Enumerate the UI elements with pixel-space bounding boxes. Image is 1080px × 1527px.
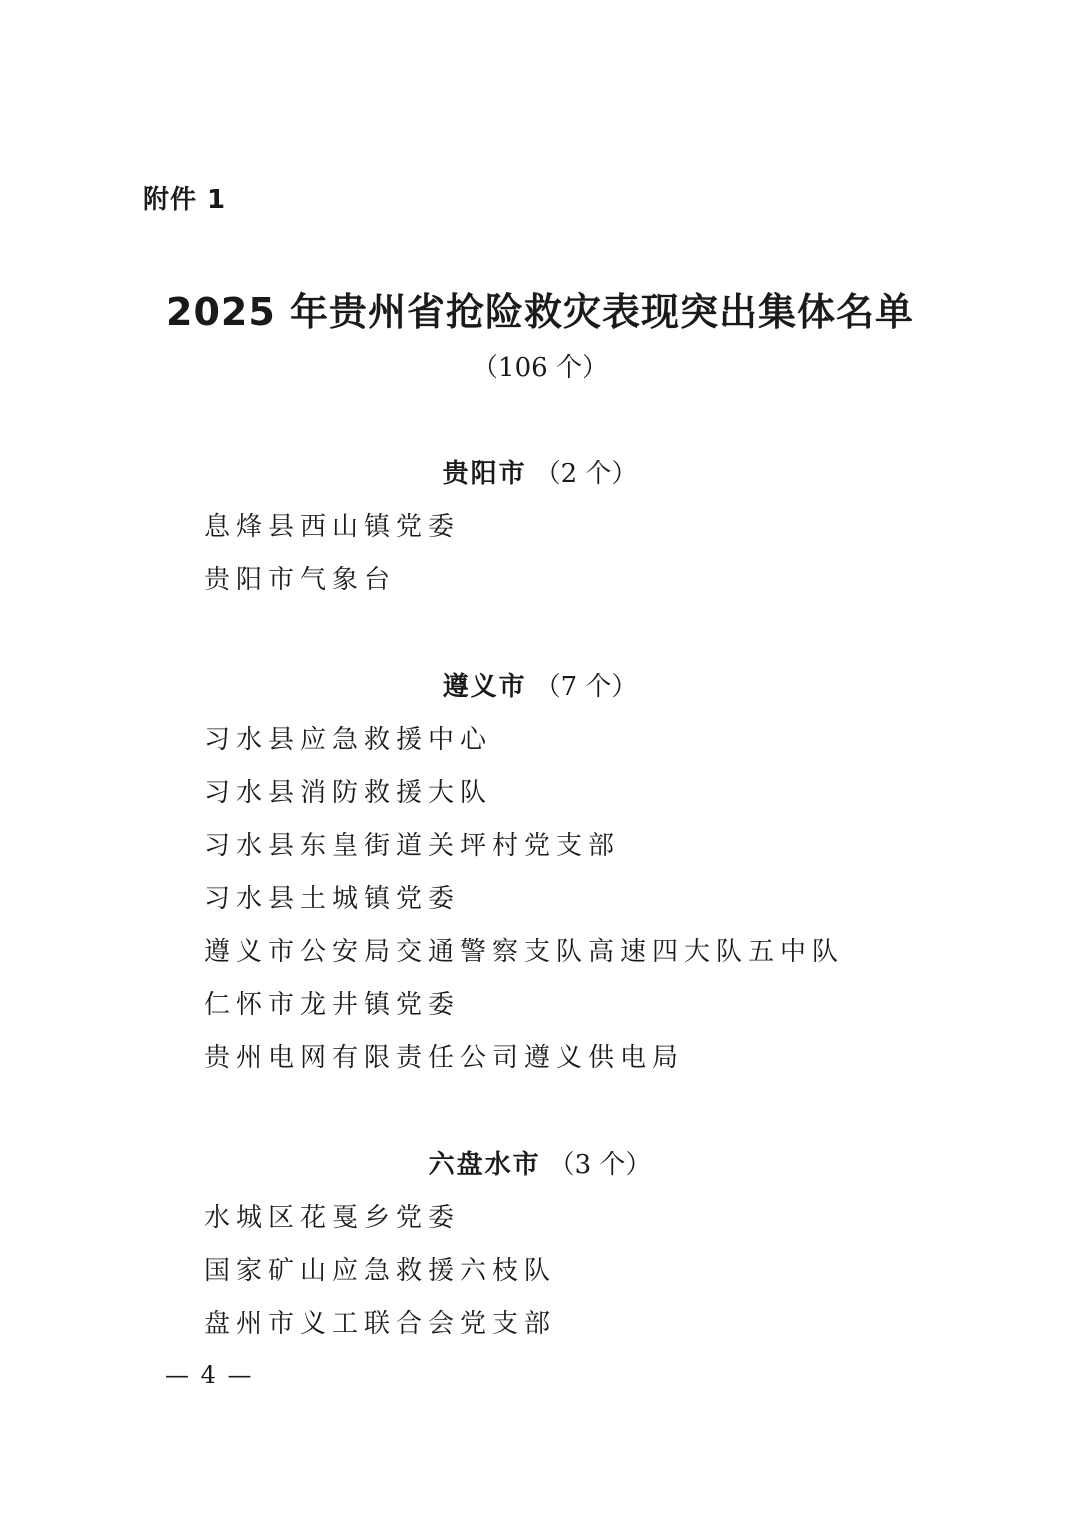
list-item: 遵义市公安局交通警察支队高速四大队五中队 [204, 937, 845, 967]
document-title: 2025 年贵州省抢险救灾表现突出集体名单 [166, 290, 914, 334]
list-item: 贵州电网有限责任公司遵义供电局 [204, 1043, 685, 1073]
page-number: — 4 — [165, 1361, 254, 1389]
list-item: 习水县东皇街道关坪村党支部 [204, 831, 621, 861]
section-liupanshui [0, 1147, 1080, 1359]
collective-list [0, 509, 1080, 615]
section-city: 遵义市 [442, 672, 527, 702]
list-item: 习水县消防救援大队 [204, 778, 493, 808]
section-zunyi [0, 669, 1080, 1093]
section-city: 六盘水市 [428, 1150, 541, 1180]
collective-list [0, 722, 1080, 1093]
section-city: 贵阳市 [442, 459, 527, 489]
section-heading [0, 456, 1080, 492]
list-item: 国家矿山应急救援六枝队 [204, 1256, 557, 1286]
list-item: 仁怀市龙井镇党委 [204, 990, 461, 1020]
list-item: 水城区花戛乡党委 [204, 1203, 461, 1233]
section-heading [0, 1147, 1080, 1183]
list-item: 贵阳市气象台 [204, 565, 397, 595]
list-item: 息烽县西山镇党委 [204, 512, 461, 542]
collective-list [0, 1200, 1080, 1359]
section-heading [0, 669, 1080, 705]
attachment-label: 附件 1 [143, 185, 227, 215]
document-subtitle: （106 个） [472, 353, 608, 383]
list-item: 习水县应急救援中心 [204, 725, 493, 755]
section-guiyang [0, 456, 1080, 615]
list-item: 盘州市义工联合会党支部 [204, 1309, 557, 1339]
section-count: （2 个） [534, 459, 638, 489]
section-count: （7 个） [534, 672, 638, 702]
section-count: （3 个） [548, 1150, 652, 1180]
list-item: 习水县土城镇党委 [204, 884, 461, 914]
